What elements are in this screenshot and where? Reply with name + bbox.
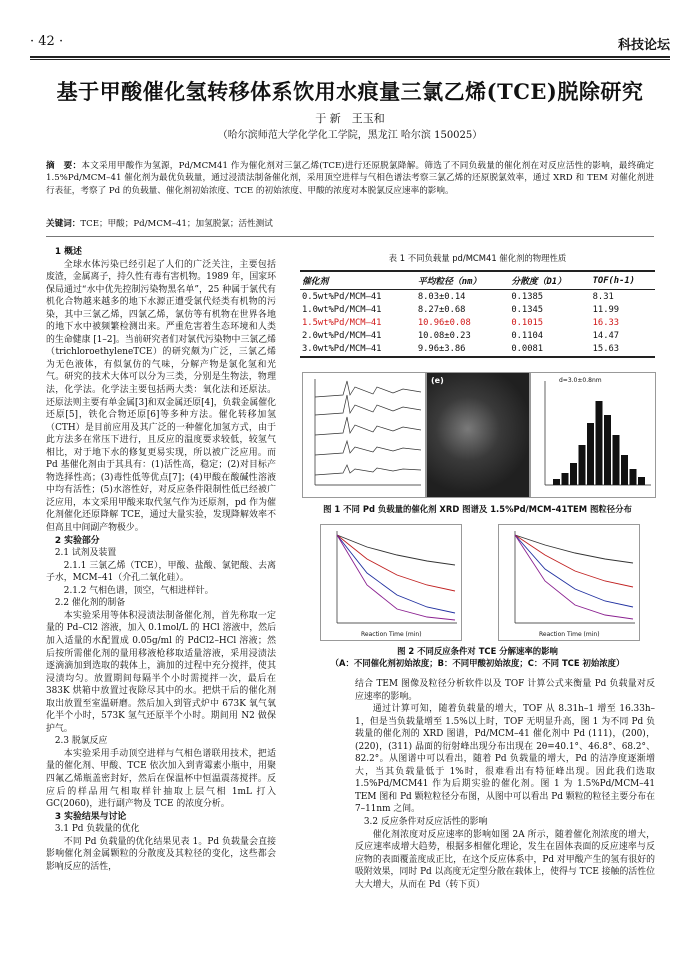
left-paragraph: 2.1.1 三氯乙烯（TCE），甲酸、盐酸、氯钯酸、去离子水，MCM–41（介孔二氧化硅）。 bbox=[46, 560, 276, 584]
histogram-bar bbox=[596, 401, 603, 485]
table1-header-cell: TOF(h-1) bbox=[591, 271, 655, 290]
histogram-svg bbox=[531, 373, 655, 497]
page-number: · 42 · bbox=[30, 34, 64, 49]
tem-image bbox=[426, 372, 530, 498]
left-paragraph: 3 实验结果与讨论 bbox=[54, 811, 127, 822]
table-row bbox=[300, 303, 655, 316]
histogram-bar bbox=[638, 477, 645, 485]
tem-scale-label: d=3.0±0.8nm bbox=[559, 377, 602, 384]
left-paragraph: 本实验采用等体积浸渍法制备催化剂，首先称取一定量的 Pd–Cl2 溶液，加入 0.1mol/L 的 HCl 溶液中，然后加入适量的水配置成 0.05g/ml 的 PdCl2–HCl 溶液；然后按所需催化剂的量用移液枪移取适量溶液，采用浸渍法逐滴滴加到选取的载体上，滴加的过程中充分搅拌，使其浸渍均匀。放置期间每隔半个小时需搅拌一次，最后在 383K 烘箱中放置过夜除尽其中的水。把烘干后的催化剂取出放置至室温研磨。然后加入到管式炉中 673K 氧气氧化半个小时，573K 氢气还原半个小时。期间用 N2 做保护气。 bbox=[46, 610, 276, 734]
tem-photo bbox=[427, 373, 529, 497]
histogram-bar bbox=[570, 463, 577, 485]
right-paragraph: 通过计算可知，随着负载量的增大，TOF 从 8.31h–1 增至 16.33h–1，但是当负载量增至 1.5%以上时，TOF 无明显升高，图 1 为不同 Pd 负载量的催化剂的 XRD 图谱，Pd/MCM–41 催化剂中 Pd (111)，(200)，(220)，(311) 晶面的衍射峰出现分布出现在 2θ=40.1°、46.8°、68.2°、82.2°。从图谱中可以看出，随着 Pd 负载量的增大，Pd 的洁净度逐渐增大，当其负载量低于 1%时，很难看出有特征峰出现。因此我们选取 1.5%Pd/MCM41 作为后期实验的催化剂。图 1 为 1.5%Pd/MCM–41 TEM 图和 Pd 颗粒粒径分布图，从图中可以看出 Pd 颗粒的粒径主要分布在 7–11nm 之间。 bbox=[355, 704, 655, 815]
table1 bbox=[300, 270, 655, 358]
xrd-chart bbox=[302, 372, 426, 498]
left-paragraph: 1 概述 bbox=[54, 247, 82, 257]
left-paragraph: 不同 Pd 负载量的优化结果见表 1。Pd 负载量会直接影响催化剂金属颗粒的分散度及其粒径的变化，这些都会影响反应的活性， bbox=[46, 836, 276, 872]
fig2-subcaption: （A：不同催化剂初始浓度；B：不同甲酸初始浓度；C：不同 TCE 初始浓度） bbox=[330, 658, 625, 668]
fig1-caption: 图 1 不同 Pd 负载量的催化剂 XRD 图谱及 1.5%Pd/MCM–41TEM 图粒径分布 bbox=[323, 504, 632, 514]
rate-chart-a-svg bbox=[321, 525, 461, 640]
table1-header-cell: 分散度（D1） bbox=[509, 271, 590, 290]
header-rule-thin bbox=[30, 59, 670, 60]
left-paragraph: 2.2 催化剂的制备 bbox=[54, 598, 126, 609]
left-paragraph: 2.1 试剂及装置 bbox=[54, 548, 117, 559]
histogram-bar bbox=[553, 479, 560, 485]
left-paragraph: 2.3 脱氯反应 bbox=[54, 736, 108, 747]
table1-cell: 15.63 bbox=[591, 343, 655, 357]
right-paragraph: 3.2 反应条件对反应活性的影响 bbox=[363, 817, 488, 828]
rate-chart-b-xlabel: Reaction Time (min) bbox=[539, 631, 600, 638]
table1-cell: 8.03±0.14 bbox=[417, 291, 466, 302]
table1-cell: 0.1385 bbox=[511, 291, 544, 302]
fig2-caption: 图 2 不同反应条件对 TCE 分解速率的影响 bbox=[397, 646, 558, 656]
table1-header-cell: 平均粒径（nm） bbox=[416, 271, 510, 290]
keywords bbox=[46, 217, 654, 229]
panel-label: (e) bbox=[431, 376, 444, 385]
table1-cell: 0.1104 bbox=[511, 331, 544, 342]
authors: 于 新 王玉和 bbox=[315, 112, 385, 125]
table-row bbox=[300, 316, 655, 329]
table-row bbox=[300, 330, 655, 343]
rate-chart-a bbox=[320, 524, 462, 641]
abstract bbox=[46, 160, 654, 197]
histogram-bar bbox=[630, 469, 637, 485]
table-row bbox=[300, 290, 655, 304]
table1-cell: 16.33 bbox=[592, 317, 620, 328]
rate-chart-b bbox=[498, 524, 640, 641]
table1-cell: 1.0wt%Pd/MCM–41 bbox=[302, 304, 382, 315]
size-distribution-chart bbox=[530, 372, 656, 498]
histogram-bar bbox=[562, 473, 569, 485]
left-paragraph: 2.1.2 气相色谱，顶空，气相进样针。 bbox=[63, 585, 214, 596]
section-name: 科技论坛 bbox=[617, 38, 670, 53]
left-column bbox=[46, 246, 276, 873]
xrd-svg bbox=[303, 373, 425, 497]
table1-cell: 0.5wt%Pd/MCM–41 bbox=[302, 291, 382, 302]
histogram-bar bbox=[587, 423, 594, 485]
abstract-text: 本文采用甲酸作为氢源，Pd/MCM41 作为催化剂对三氯乙烯(TCE)进行还原脱氯降解。筛选了不同负载量的催化剂在对反应活性的影响，最终确定 1.5%Pd/MCM–41 催化剂为最优负载量，通过浸渍法制备催化剂，采用顶空进样与气相色谱法考察三氯乙烯的还原脱氯效率，通过 XRD 和 TEM 对催化剂进行表征，考察了 Pd 的负载量、催化剂初始浓度、TCE 的初始浓度、甲酸的浓度对本脱氯反应速率的影响。 bbox=[46, 161, 654, 196]
table1-cell: 3.0wt%Pd/MCM–41 bbox=[300, 343, 416, 357]
header-rule bbox=[30, 56, 670, 58]
abstract-divider bbox=[46, 236, 654, 237]
left-paragraph: 全球水体污染已经引起了人们的广泛关注，主要包括废渣，金属离子，持久性有毒有害机物。1989 年，国家环保局通过“水中优先控制污染物黑名单”，25 种属于氯代有机化合物越来越多的地下水源正遭受氯代烃类有机物的污染，其中三氯乙烯，四氯乙烯，氯仿等有机物在世界各地的地下水中被频繁检测出来。严重危害着生态环境和人类的生命健康 [1–2]。当前研究者们对氯代污染物中三氯乙烯（trichloroethyleneTCE）的研究颇为广泛，三氯乙烯为无色液体，有似氯仿的气味，分解产物是氯化氢和光气。研究的技术大体可以分为三类，分别是生物法，物理法，化学法。化学法主要包括两大类：氧化法和还原法。还原法则主要有单金属[3]和双金属还原[4]，负载金属催化还原[5]，铁化合物还原[6]等多种方法。催化转移加氢（CTH）是目前应用及其广泛的一种催化加氢方式，由于此方法多在常压下进行，且反应的温度要求较低，较氢气相比，对于地下水的修复更易实现，所以被广泛应用。而 Pd 基催化剂由于其具有：(1)活性高，稳定；(2)对目标产物选择性高；(3)毒性低等优点[7]；(4)甲酸在酸碱性溶液中均有活性；(5)水溶性好，对反应条件限制性低已经被广泛应用，本文采用甲酸来取代氢气作为还原剂，pd 作为催化剂催化还原降解 TCE，通过大量实验，发现降解效率不但高且中间副产物极少。 bbox=[46, 259, 276, 534]
rate-chart-a-xlabel: Reaction Time (min) bbox=[361, 631, 422, 638]
table-row bbox=[300, 343, 655, 357]
table1-cell: 9.96±3.86 bbox=[416, 343, 510, 357]
right-paragraph: 催化剂浓度对反应速率的影响如图 2A 所示，随着催化剂浓度的增大，反应速率成增大趋势，根据多相催化理论，发生在固体表面的反应速率与反应物的表面覆盖度成正比，在这个反应体系中，Pd 对甲酸产生的氢有很好的吸附效果，同时 Pd 以高度无定型分散在载体上，使得与 TCE 接触的活性位大大增大，从而在 Pd（转下页） bbox=[355, 829, 655, 890]
right-column bbox=[355, 678, 655, 891]
rate-chart-b-svg bbox=[499, 525, 639, 640]
table1-cell: 0.1015 bbox=[511, 317, 544, 328]
histogram-bar bbox=[613, 435, 620, 485]
table1-cell: 0.1345 bbox=[511, 304, 544, 315]
table1-cell: 10.96±0.08 bbox=[417, 317, 471, 328]
right-paragraph: 结合 TEM 图像及粒径分析软件以及 TOF 计算公式来衡量 Pd 负载量对反应速率的影响。 bbox=[355, 679, 655, 702]
left-paragraph: 3.1 Pd 负载量的优化 bbox=[54, 824, 140, 835]
table1-cell: 8.31 bbox=[592, 291, 614, 302]
affiliation: （哈尔滨师范大学化学化工学院，黑龙江 哈尔滨 150025） bbox=[217, 130, 483, 141]
histogram-bar bbox=[579, 445, 586, 485]
table1-cell: 14.47 bbox=[592, 331, 620, 342]
table1-header-cell: 催化剂 bbox=[300, 271, 416, 290]
histogram-bar bbox=[621, 455, 628, 485]
table1-cell: 1.5wt%Pd/MCM–41 bbox=[302, 317, 382, 328]
table1-cell: 11.99 bbox=[592, 304, 620, 315]
keywords-text: TCE；甲酸；Pd/MCM–41；加氢脱氯；活性测试 bbox=[80, 219, 273, 229]
left-paragraph: 本实验采用手动顶空进样与气相色谱联用技术，把适量的催化剂、甲酸、TCE 依次加入到青霉素小瓶中，用聚四氟乙烯瓶盖密封好，然后在保温杯中恒温震荡搅拌。反应后的样品用气相取样针抽取上层气相 1mL 打入 GC(2060)，进行副产物及 TCE 的浓度分析。 bbox=[46, 748, 276, 810]
abstract-label: 摘 要： bbox=[46, 161, 82, 171]
table1-cell: 10.08±0.23 bbox=[417, 331, 471, 342]
left-paragraph: 2 实验部分 bbox=[54, 535, 100, 546]
table1-cell: 8.27±0.68 bbox=[417, 304, 466, 315]
table1-caption: 表 1 不同负载量 pd/MCM41 催化剂的物理性质 bbox=[388, 253, 567, 263]
table1-cell: 2.0wt%Pd/MCM–41 bbox=[302, 331, 382, 342]
table1-cell: 0.0081 bbox=[509, 343, 590, 357]
paper-title: 基于甲酸催化氢转移体系饮用水痕量三氯乙烯(TCE)脱除研究 bbox=[56, 79, 644, 104]
histogram-bar bbox=[604, 415, 611, 485]
keywords-label: 关键词： bbox=[46, 219, 81, 229]
